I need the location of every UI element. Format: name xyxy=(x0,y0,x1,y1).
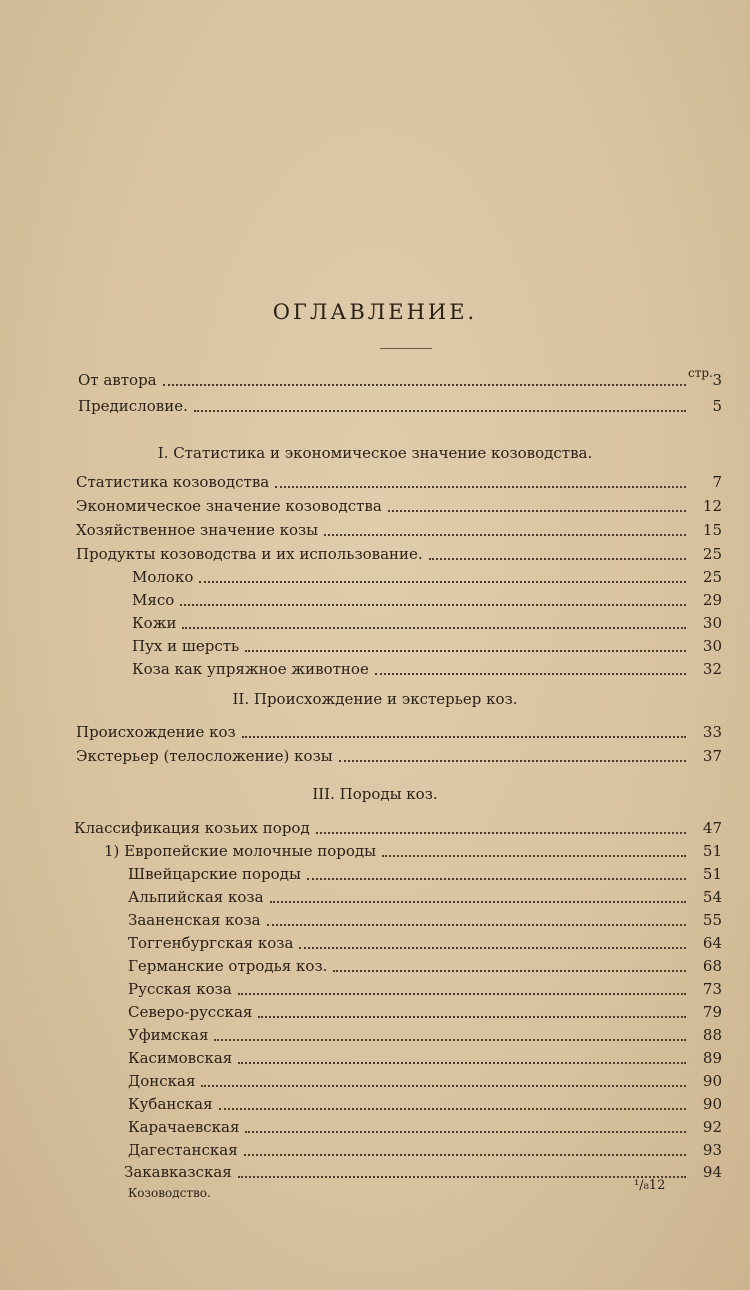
toc-entry-text: Германские отродья коз. xyxy=(128,957,328,975)
footer-signature: Козоводство. xyxy=(128,1186,211,1200)
toc-entry-text: Карачаевская xyxy=(128,1118,240,1136)
title-rule xyxy=(380,348,432,349)
toc-entry-text: Дагестанская xyxy=(128,1141,238,1159)
toc-entry-text: 1) Европейские молочные породы xyxy=(104,842,377,860)
toc-entry xyxy=(128,885,722,907)
toc-entry-page: 92 xyxy=(702,1118,722,1136)
toc-entry-text: Кожи xyxy=(132,614,177,632)
toc-entry xyxy=(76,720,722,742)
toc-entry-text: Предисловие. xyxy=(78,397,188,415)
toc-entry-page: 12 xyxy=(702,497,722,515)
toc-entry xyxy=(76,542,722,564)
toc-entry xyxy=(76,518,722,540)
toc-entry xyxy=(76,470,722,492)
toc-entry-page: 55 xyxy=(702,911,722,929)
toc-entry-page: 94 xyxy=(702,1163,722,1181)
toc-entry xyxy=(132,588,722,610)
toc-entry-page: 3 xyxy=(712,371,722,389)
toc-entry xyxy=(74,816,722,838)
toc-entry-text: Молоко xyxy=(132,568,194,586)
toc-entry-page: 68 xyxy=(702,957,722,975)
section-heading: II. Происхождение и экстерьер коз. xyxy=(232,690,518,708)
toc-entry-page: 5 xyxy=(712,397,722,415)
toc-entry-page: 93 xyxy=(702,1141,722,1159)
toc-entry-page: 90 xyxy=(702,1072,722,1090)
section-heading: III. Породы коз. xyxy=(312,785,438,803)
toc-entry xyxy=(128,931,722,953)
toc-entry-text: Продукты козоводства и их использование. xyxy=(76,545,423,563)
page-column-label: стр. xyxy=(688,366,713,380)
toc-entry-page: 51 xyxy=(702,865,722,883)
toc-entry-page: 90 xyxy=(702,1095,722,1113)
toc-entry xyxy=(76,494,722,516)
toc-entry-page: 89 xyxy=(702,1049,722,1067)
toc-entry-page: 37 xyxy=(702,747,722,765)
toc-entry-page: 73 xyxy=(702,980,722,998)
toc-entry-text: Закавказская xyxy=(124,1163,232,1181)
toc-entry xyxy=(128,1115,722,1137)
toc-entry xyxy=(128,1069,722,1091)
toc-entry-text: Донская xyxy=(128,1072,196,1090)
toc-entry xyxy=(124,1160,722,1182)
toc-entry-text: От автора xyxy=(78,371,157,389)
page-title: ОГЛАВЛЕНИЕ. xyxy=(272,300,478,324)
toc-entry-page: 30 xyxy=(702,614,722,632)
toc-entry-page: 7 xyxy=(712,473,722,491)
toc-entry-page: 30 xyxy=(702,637,722,655)
toc-entry-text: Происхождение коз xyxy=(76,723,236,741)
toc-entry xyxy=(132,657,722,679)
toc-entry-page: 25 xyxy=(702,568,722,586)
toc-entry xyxy=(128,1000,722,1022)
toc-entry xyxy=(78,394,722,416)
toc-entry-text: Экстерьер (телосложение) козы xyxy=(76,747,333,765)
toc-entry xyxy=(128,1046,722,1068)
toc-entry-page: 79 xyxy=(702,1003,722,1021)
toc-entry-text: Кубанская xyxy=(128,1095,213,1113)
toc-entry-page: 54 xyxy=(702,888,722,906)
toc-entry-page: 88 xyxy=(702,1026,722,1044)
toc-entry-page: 25 xyxy=(702,545,722,563)
toc-entry-text: Альпийская коза xyxy=(128,888,264,906)
toc-entry-text: Мясо xyxy=(132,591,175,609)
toc-entry-text: Северо-русская xyxy=(128,1003,253,1021)
section-heading: I. Статистика и экономическое значение козоводства. xyxy=(157,444,593,462)
toc-entry xyxy=(128,908,722,930)
toc-entry-page: 15 xyxy=(702,521,722,539)
toc-entry-text: Швейцарские породы xyxy=(128,865,301,883)
toc-entry-text: Тоггенбургская коза xyxy=(128,934,294,952)
toc-entry xyxy=(128,954,722,976)
toc-entry-page: 51 xyxy=(702,842,722,860)
toc-entry xyxy=(128,1138,722,1160)
toc-entry-text: Статистика козоводства xyxy=(76,473,270,491)
toc-entry-page: 33 xyxy=(702,723,722,741)
toc-entry xyxy=(128,1092,722,1114)
toc-entry-text: Экономическое значение козоводства xyxy=(76,497,382,515)
toc-entry-page: 64 xyxy=(702,934,722,952)
toc-entry xyxy=(128,977,722,999)
toc-entry-text: Касимовская xyxy=(128,1049,233,1067)
toc-entry-text: Классификация козьих пород xyxy=(74,819,310,837)
toc-entry xyxy=(76,744,722,766)
toc-entry xyxy=(132,611,722,633)
footer-sheet-mark: ¹/₈12 xyxy=(634,1178,666,1193)
toc-entry xyxy=(128,862,722,884)
toc-entry xyxy=(132,634,722,656)
toc-entry-text: Уфимская xyxy=(128,1026,209,1044)
toc-entry-text: Хозяйственное значение козы xyxy=(76,521,319,539)
toc-entry xyxy=(132,565,722,587)
toc-entry xyxy=(104,839,722,861)
toc-entry xyxy=(78,368,722,390)
toc-entry-page: 32 xyxy=(702,660,722,678)
toc-entry-text: Коза как упряжное животное xyxy=(132,660,369,678)
toc-entry-page: 47 xyxy=(702,819,722,837)
toc-entry-page: 29 xyxy=(702,591,722,609)
toc-entry-text: Зааненская коза xyxy=(128,911,261,929)
toc-entry-text: Пух и шерсть xyxy=(132,637,240,655)
toc-entry-text: Русская коза xyxy=(128,980,232,998)
toc-entry xyxy=(128,1023,722,1045)
